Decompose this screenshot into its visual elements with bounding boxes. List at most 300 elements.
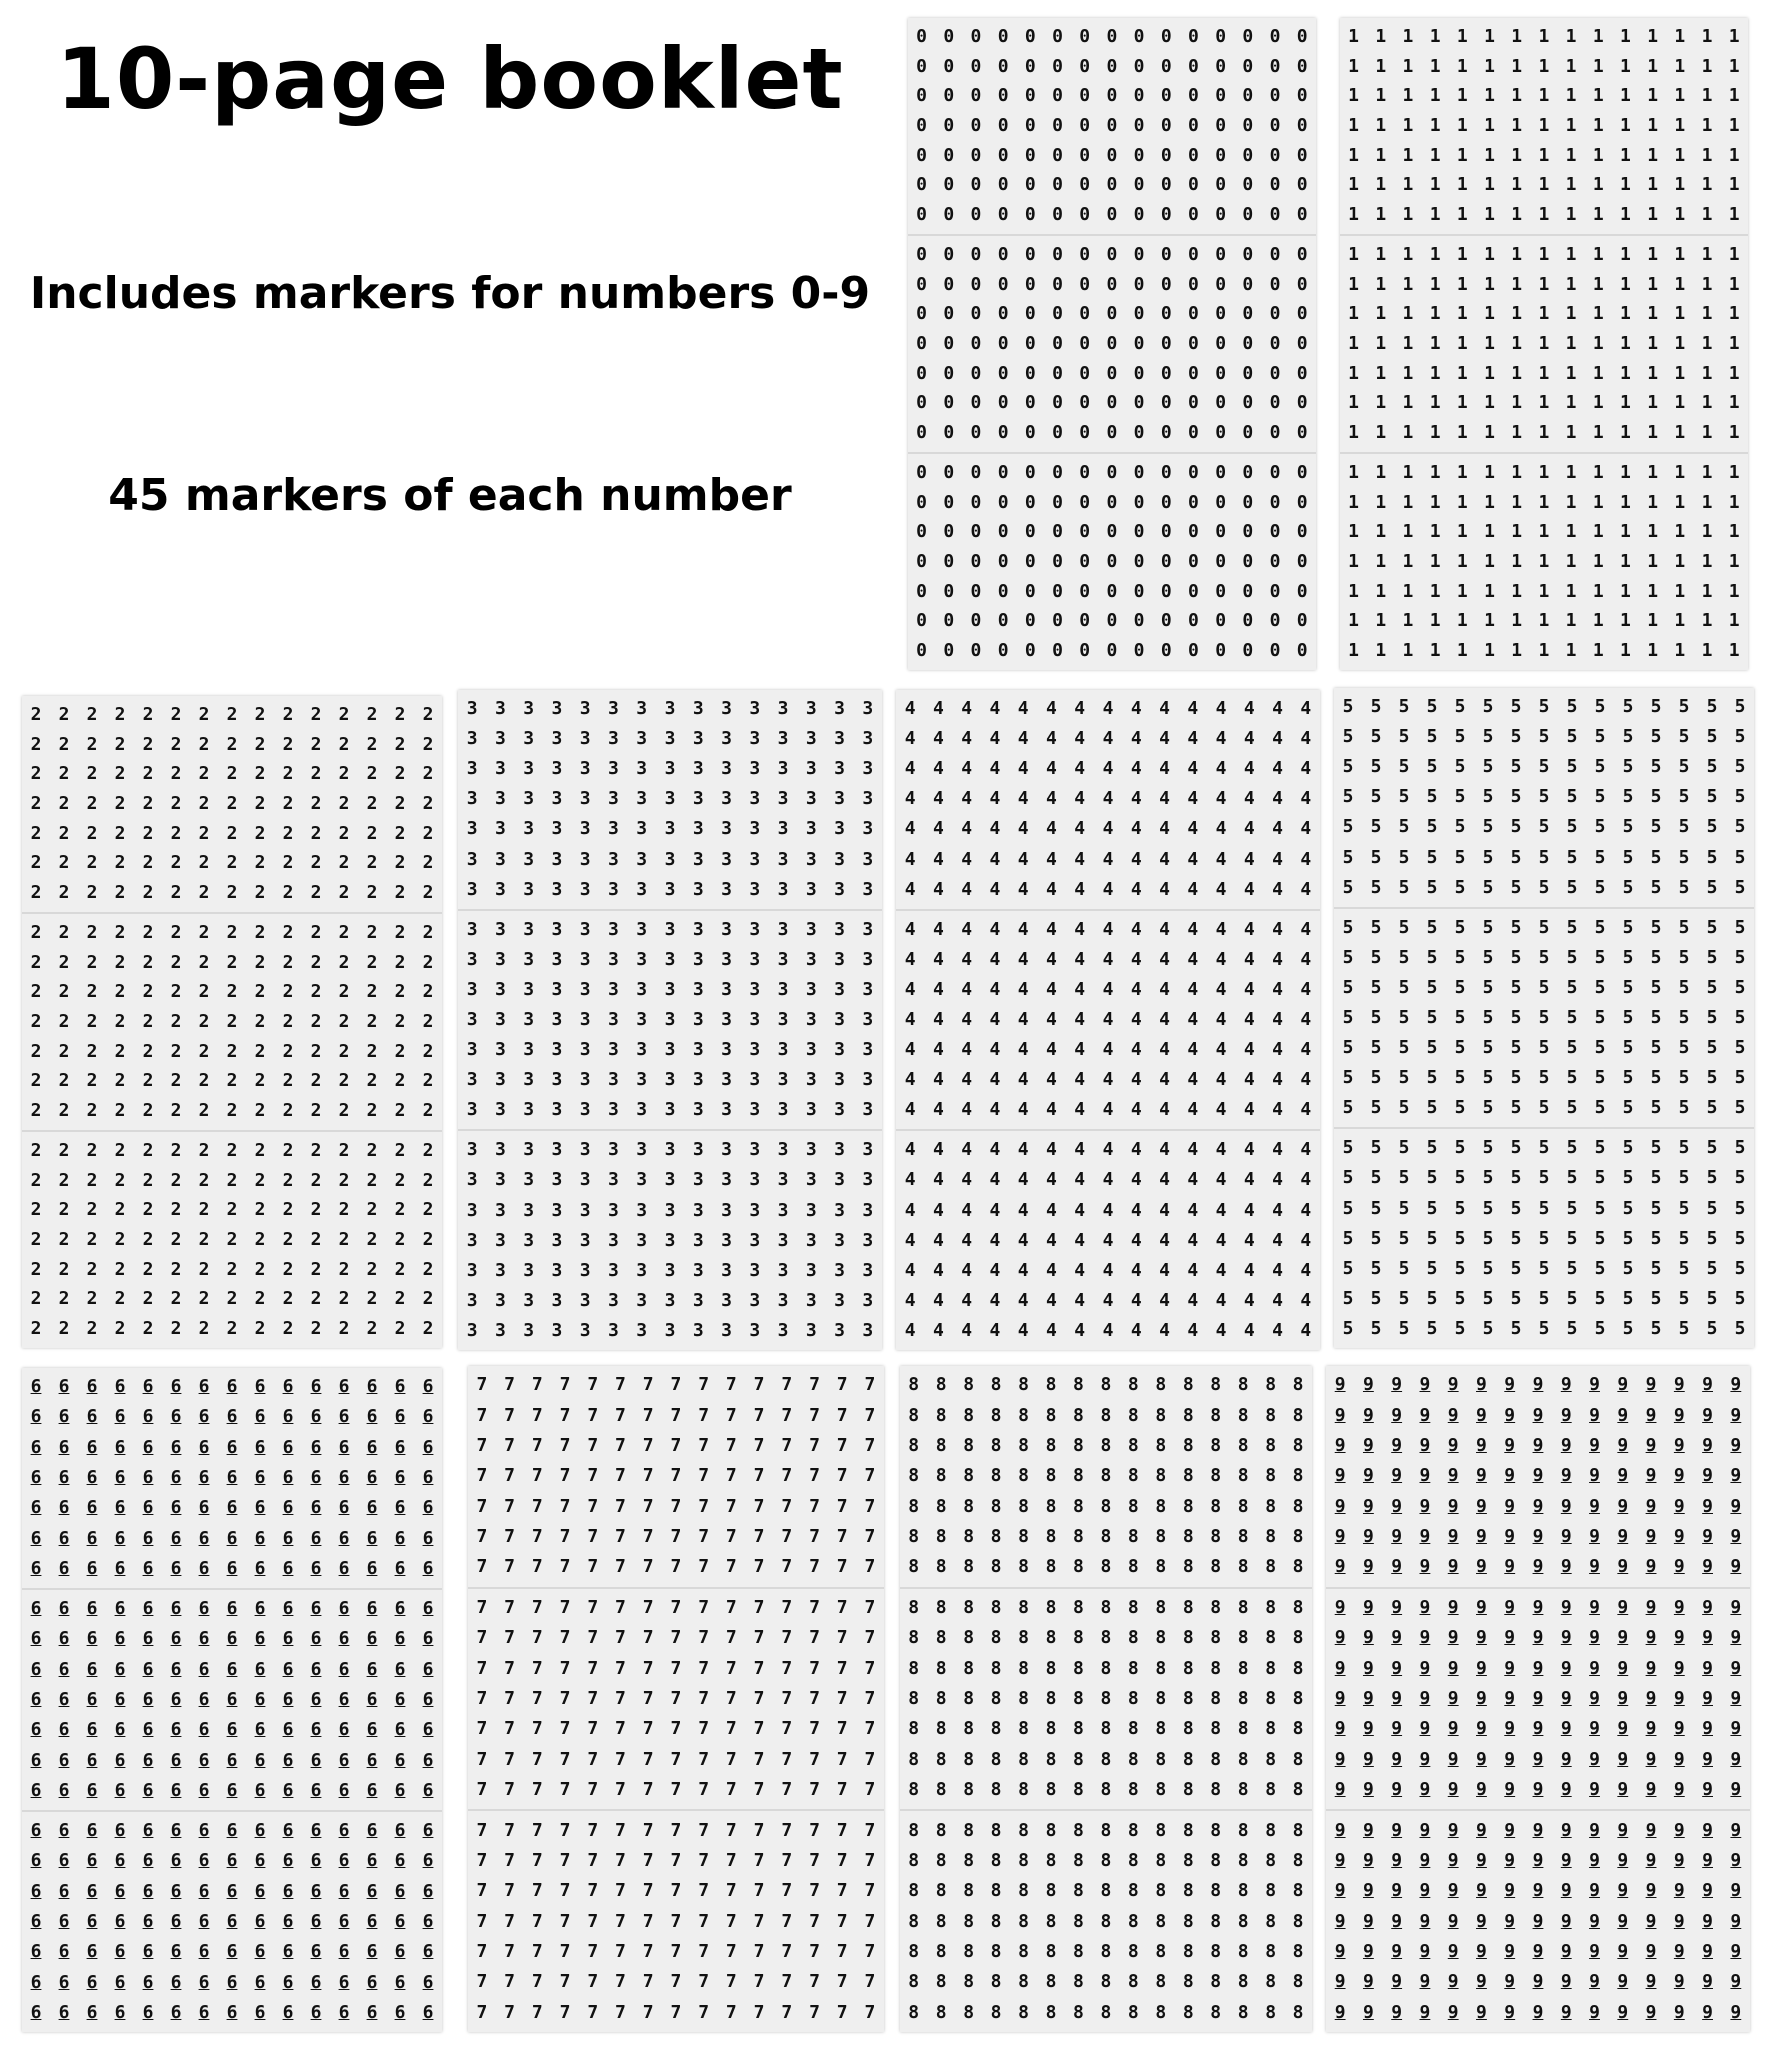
- marker-block: [22, 1590, 442, 1812]
- number-marker: 1: [1728, 580, 1740, 602]
- number-marker: 6: [394, 1598, 406, 1620]
- number-marker: 9: [1730, 1718, 1742, 1740]
- number-marker: 6: [226, 1376, 238, 1398]
- number-marker: 4: [904, 1259, 916, 1281]
- number-marker: 6: [394, 1466, 406, 1488]
- number-marker: 4: [1017, 948, 1029, 970]
- number-marker: 4: [932, 1229, 944, 1251]
- marker-row: [468, 1750, 884, 1770]
- number-marker: 9: [1362, 1556, 1374, 1578]
- number-marker: 0: [1079, 204, 1091, 226]
- number-marker: 6: [282, 1527, 294, 1549]
- number-marker: 3: [749, 1259, 761, 1281]
- number-marker: 5: [1538, 1007, 1550, 1028]
- number-marker: 7: [642, 1880, 654, 1902]
- number-marker: 7: [698, 1374, 710, 1396]
- number-marker: 3: [608, 1199, 619, 1221]
- number-marker: 3: [608, 728, 619, 750]
- number-marker: 8: [908, 1404, 920, 1426]
- number-marker: 4: [989, 1289, 1001, 1311]
- number-marker: 5: [1650, 916, 1662, 938]
- number-marker: 3: [664, 848, 676, 870]
- number-marker: 3: [721, 918, 732, 940]
- number-marker: 1: [1592, 640, 1604, 662]
- number-marker: 3: [805, 1039, 817, 1061]
- number-marker: 4: [1046, 1199, 1057, 1221]
- number-marker: 8: [990, 1596, 1002, 1618]
- number-marker: 7: [476, 1779, 488, 1801]
- number-marker: 2: [282, 703, 294, 725]
- number-marker: 6: [366, 1971, 378, 1993]
- number-marker: 7: [781, 1404, 793, 1426]
- number-marker: 6: [226, 1850, 238, 1872]
- marker-row: [458, 1100, 882, 1120]
- number-marker: 0: [1106, 273, 1118, 295]
- number-marker: 8: [935, 1526, 947, 1548]
- number-marker: 3: [494, 878, 506, 900]
- number-marker: 9: [1334, 1971, 1346, 1993]
- number-marker: 8: [1045, 1880, 1057, 1902]
- number-marker: 0: [997, 580, 1009, 602]
- number-marker: 6: [198, 1527, 210, 1549]
- number-marker: 9: [1362, 1819, 1374, 1841]
- number-marker: 3: [664, 1289, 676, 1311]
- number-marker: 9: [1447, 1596, 1459, 1618]
- number-marker: 4: [932, 1259, 944, 1281]
- number-marker: 4: [1046, 1229, 1057, 1251]
- number-marker: 9: [1391, 1779, 1403, 1801]
- number-marker: 8: [1210, 1657, 1222, 1679]
- number-marker: 8: [1265, 1971, 1277, 1993]
- number-marker: 4: [1130, 1139, 1142, 1161]
- number-marker: 3: [608, 698, 619, 720]
- marker-row: [22, 953, 442, 973]
- number-marker: 9: [1476, 1596, 1487, 1618]
- number-marker: 6: [254, 1971, 266, 1993]
- number-marker: 1: [1511, 461, 1523, 483]
- number-marker: 0: [916, 114, 928, 136]
- number-marker: 7: [725, 1627, 737, 1649]
- number-marker: 3: [834, 818, 845, 840]
- number-marker: 8: [1237, 1657, 1249, 1679]
- number-marker: 0: [1024, 491, 1036, 513]
- number-marker: 7: [781, 1819, 793, 1841]
- marker-row: [1334, 1038, 1754, 1058]
- number-marker: 2: [254, 951, 266, 973]
- number-marker: 3: [466, 1169, 478, 1191]
- number-marker: 0: [1079, 332, 1091, 354]
- number-marker: 3: [862, 1169, 874, 1191]
- number-marker: 2: [58, 921, 70, 943]
- number-marker: 5: [1538, 1037, 1550, 1059]
- number-marker: 8: [1155, 1404, 1167, 1426]
- number-marker: 5: [1426, 696, 1438, 718]
- number-marker: 8: [908, 1910, 920, 1932]
- number-marker: 3: [523, 818, 535, 840]
- number-marker: 0: [1024, 174, 1036, 196]
- marker-row: [1340, 393, 1748, 413]
- number-marker: 4: [1187, 1319, 1199, 1341]
- number-marker: 5: [1370, 696, 1382, 718]
- number-marker: 8: [1210, 1718, 1222, 1740]
- number-marker: 8: [1045, 1779, 1057, 1801]
- number-marker: 8: [1155, 1627, 1167, 1649]
- number-marker: 3: [523, 1099, 535, 1121]
- number-marker: 7: [504, 1495, 515, 1517]
- number-marker: 0: [943, 461, 955, 483]
- marker-row: [896, 1201, 1320, 1221]
- number-marker: 9: [1730, 1657, 1742, 1679]
- number-marker: 5: [1426, 1067, 1438, 1089]
- number-marker: 5: [1538, 946, 1550, 968]
- number-marker: 3: [494, 1069, 506, 1091]
- number-marker: 8: [1100, 1465, 1112, 1487]
- number-marker: 0: [1079, 114, 1091, 136]
- number-marker: 2: [422, 1318, 434, 1340]
- number-marker: 7: [531, 1849, 543, 1871]
- number-marker: 0: [1052, 85, 1063, 107]
- number-marker: 9: [1504, 2001, 1516, 2023]
- number-marker: 9: [1391, 1941, 1403, 1963]
- number-marker: 7: [531, 2001, 543, 2023]
- number-marker: 8: [1100, 2001, 1112, 2023]
- number-marker: 6: [170, 1971, 182, 1993]
- number-marker: 0: [970, 25, 982, 47]
- number-marker: 3: [692, 1069, 704, 1091]
- number-marker: 0: [1024, 461, 1036, 483]
- number-marker: 4: [1187, 948, 1199, 970]
- number-marker: 6: [366, 1406, 378, 1428]
- number-marker: 1: [1429, 55, 1441, 77]
- number-marker: 4: [932, 1009, 944, 1030]
- marker-row: [468, 1780, 884, 1800]
- number-marker: 2: [366, 882, 378, 904]
- number-marker: 5: [1342, 1037, 1354, 1059]
- number-marker: 0: [1188, 362, 1199, 384]
- number-marker: 4: [1017, 728, 1029, 750]
- number-marker: 1: [1375, 204, 1387, 226]
- number-marker: 4: [1046, 1099, 1057, 1121]
- number-marker: 7: [864, 1718, 876, 1740]
- number-marker: 5: [1482, 726, 1494, 748]
- number-marker: 8: [1018, 1718, 1029, 1740]
- number-marker: 6: [254, 1466, 266, 1488]
- number-marker: 8: [935, 1748, 947, 1770]
- number-marker: 8: [1265, 2001, 1277, 2023]
- number-marker: 0: [970, 521, 982, 543]
- marker-row: [458, 1040, 882, 1060]
- number-marker: 6: [58, 1557, 70, 1579]
- number-marker: 9: [1391, 1657, 1403, 1679]
- number-marker: 4: [1243, 1289, 1255, 1311]
- number-marker: 9: [1730, 1495, 1742, 1517]
- number-marker: 3: [579, 1259, 591, 1281]
- number-marker: 0: [1133, 55, 1145, 77]
- number-marker: 5: [1454, 1037, 1466, 1059]
- number-marker: 5: [1538, 1227, 1550, 1249]
- number-marker: 5: [1510, 876, 1522, 898]
- number-marker: 2: [254, 1318, 266, 1340]
- number-marker: 2: [226, 1070, 238, 1092]
- number-marker: 1: [1429, 114, 1441, 136]
- number-marker: 9: [1504, 1718, 1516, 1740]
- number-marker: 4: [1102, 1139, 1114, 1161]
- marker-row: [1326, 1719, 1750, 1739]
- number-marker: 6: [226, 1436, 238, 1458]
- number-marker: 1: [1484, 144, 1495, 166]
- number-marker: 9: [1617, 1748, 1629, 1770]
- number-marker: 0: [1269, 491, 1281, 513]
- marker-row: [900, 1780, 1312, 1800]
- number-marker: 1: [1565, 332, 1577, 354]
- number-marker: 4: [904, 1139, 916, 1161]
- number-marker: 3: [466, 848, 478, 870]
- number-marker: 2: [114, 733, 126, 755]
- number-marker: 0: [1106, 422, 1118, 444]
- number-marker: 7: [725, 1596, 737, 1618]
- number-marker: 1: [1429, 550, 1441, 572]
- marker-row: [1340, 205, 1748, 225]
- number-marker: 0: [970, 174, 982, 196]
- number-marker: 5: [1594, 1067, 1606, 1089]
- marker-row: [468, 2003, 884, 2023]
- number-marker: 3: [862, 788, 874, 810]
- number-marker: 7: [781, 1910, 793, 1932]
- number-marker: 9: [1447, 1627, 1459, 1649]
- number-marker: 0: [1296, 332, 1308, 354]
- number-marker: 1: [1429, 332, 1441, 354]
- number-marker: 1: [1620, 174, 1631, 196]
- number-marker: 3: [466, 728, 478, 750]
- number-marker: 4: [1102, 728, 1114, 750]
- number-marker: 8: [1073, 1910, 1084, 1932]
- number-marker: 8: [990, 2001, 1002, 2023]
- number-marker: 9: [1419, 2001, 1431, 2023]
- number-marker: 5: [1594, 1317, 1606, 1339]
- number-marker: 7: [531, 1819, 543, 1841]
- number-marker: 5: [1370, 786, 1382, 808]
- number-marker: 4: [1159, 878, 1170, 900]
- marker-row: [22, 1377, 442, 1397]
- number-marker: 3: [494, 788, 506, 810]
- number-marker: 0: [1160, 610, 1172, 632]
- number-marker: 9: [1560, 1596, 1572, 1618]
- number-marker: 7: [836, 1849, 848, 1871]
- number-marker: 6: [30, 1628, 42, 1650]
- number-marker: 9: [1645, 1779, 1657, 1801]
- number-marker: 7: [642, 1556, 654, 1578]
- number-marker: 9: [1504, 1849, 1516, 1871]
- number-marker: 4: [1017, 758, 1029, 780]
- marker-row: [900, 1659, 1312, 1679]
- number-marker: 1: [1701, 332, 1713, 354]
- number-marker: 2: [198, 981, 210, 1003]
- number-marker: 9: [1476, 1404, 1487, 1426]
- number-marker: 7: [698, 1748, 710, 1770]
- number-marker: 7: [725, 1748, 737, 1770]
- number-marker: 8: [1210, 1404, 1222, 1426]
- number-marker: 5: [1678, 1317, 1690, 1339]
- number-marker: 6: [86, 1557, 98, 1579]
- number-marker: 9: [1447, 1465, 1459, 1487]
- number-marker: 7: [670, 1657, 682, 1679]
- number-marker: 6: [422, 1557, 434, 1579]
- number-marker: 0: [1269, 521, 1281, 543]
- number-marker: 7: [559, 1779, 571, 1801]
- number-marker: 8: [1100, 1657, 1112, 1679]
- number-marker: 3: [805, 728, 817, 750]
- number-marker: 0: [1296, 204, 1308, 226]
- number-marker: 9: [1334, 1526, 1346, 1548]
- number-marker: 7: [670, 1627, 682, 1649]
- number-marker: 9: [1645, 1596, 1657, 1618]
- number-marker: 1: [1538, 174, 1550, 196]
- number-marker: 2: [422, 1139, 434, 1161]
- number-marker: 0: [1133, 640, 1145, 662]
- number-marker: 5: [1594, 1137, 1606, 1159]
- number-marker: 3: [523, 1289, 535, 1311]
- number-marker: 3: [777, 978, 789, 1000]
- marker-row: [22, 1690, 442, 1710]
- number-marker: 9: [1334, 1819, 1346, 1841]
- number-marker: 4: [1074, 1069, 1086, 1091]
- number-marker: 7: [531, 1556, 543, 1578]
- number-marker: 3: [551, 1069, 563, 1091]
- number-marker: 9: [1702, 1465, 1713, 1487]
- number-marker: 3: [749, 1099, 761, 1121]
- number-marker: 6: [30, 1466, 42, 1488]
- number-marker: 2: [58, 763, 70, 785]
- marker-row: [1340, 57, 1748, 77]
- number-marker: 7: [836, 1465, 848, 1487]
- number-marker: 0: [916, 392, 928, 414]
- number-marker: 1: [1592, 521, 1604, 543]
- number-marker: 0: [1052, 422, 1063, 444]
- marker-block: [908, 18, 1316, 236]
- number-marker: 1: [1538, 243, 1550, 265]
- number-marker: 2: [226, 733, 238, 755]
- number-marker: 0: [1106, 204, 1118, 226]
- number-marker: 2: [394, 882, 406, 904]
- number-marker: 8: [990, 1718, 1002, 1740]
- number-marker: 1: [1402, 362, 1414, 384]
- number-marker: 9: [1673, 1748, 1685, 1770]
- number-marker: 7: [504, 1465, 515, 1487]
- number-marker: 0: [1024, 610, 1036, 632]
- number-marker: 9: [1532, 1495, 1544, 1517]
- number-marker: 2: [114, 882, 126, 904]
- number-marker: 3: [466, 948, 478, 970]
- number-marker: 6: [282, 1598, 294, 1620]
- number-marker: 1: [1538, 25, 1550, 47]
- number-marker: 1: [1375, 580, 1387, 602]
- number-marker: 6: [198, 1688, 210, 1710]
- number-marker: 2: [338, 1169, 350, 1191]
- number-marker: 4: [1074, 1259, 1086, 1281]
- number-marker: 8: [935, 1657, 947, 1679]
- number-marker: 2: [58, 822, 70, 844]
- number-marker: 0: [916, 461, 928, 483]
- number-marker: 0: [943, 550, 955, 572]
- number-marker: 7: [559, 1596, 571, 1618]
- number-marker: 7: [559, 1910, 571, 1932]
- number-marker: 2: [30, 703, 42, 725]
- number-marker: 1: [1728, 640, 1740, 662]
- number-marker: 8: [1073, 1596, 1084, 1618]
- number-marker: 3: [466, 1139, 478, 1161]
- number-marker: 2: [394, 1010, 406, 1032]
- number-marker: 3: [551, 788, 563, 810]
- number-marker: 0: [943, 273, 955, 295]
- number-marker: 0: [997, 55, 1009, 77]
- number-marker: 4: [1046, 788, 1057, 810]
- number-marker: 1: [1647, 144, 1659, 166]
- number-marker: 8: [1292, 1880, 1304, 1902]
- number-marker: 1: [1592, 243, 1604, 265]
- number-marker: 4: [1046, 1139, 1057, 1161]
- marker-row: [908, 641, 1316, 661]
- number-marker: 5: [1482, 1137, 1494, 1159]
- number-marker: 7: [836, 1971, 848, 1993]
- number-marker: 4: [1074, 848, 1086, 870]
- number-marker: 9: [1532, 1627, 1544, 1649]
- number-marker: 1: [1484, 174, 1495, 196]
- number-marker: 7: [864, 1849, 876, 1871]
- marker-row: [468, 1628, 884, 1648]
- number-marker: 2: [282, 1070, 294, 1092]
- number-marker: 5: [1594, 816, 1606, 838]
- number-marker: 3: [749, 1199, 761, 1221]
- number-marker: 5: [1622, 1167, 1634, 1189]
- number-marker: 5: [1734, 1167, 1746, 1189]
- number-marker: 4: [961, 698, 973, 720]
- number-marker: 4: [989, 788, 1001, 810]
- marker-row: [1326, 1689, 1750, 1709]
- number-marker: 8: [935, 1465, 947, 1487]
- number-marker: 0: [1296, 550, 1308, 572]
- number-marker: 7: [781, 1718, 793, 1740]
- number-marker: 0: [1242, 461, 1254, 483]
- marker-row: [468, 1912, 884, 1932]
- number-marker: 8: [990, 1819, 1002, 1841]
- number-marker: 4: [961, 1069, 973, 1091]
- number-marker: 1: [1402, 204, 1414, 226]
- number-marker: 6: [226, 1779, 238, 1801]
- number-marker: 2: [86, 1199, 98, 1221]
- number-marker: 7: [615, 1374, 626, 1396]
- number-marker: 4: [1272, 1139, 1283, 1161]
- number-marker: 2: [282, 1199, 294, 1221]
- number-marker: 0: [1296, 25, 1308, 47]
- number-marker: 2: [254, 792, 266, 814]
- number-marker: 9: [1532, 2001, 1544, 2023]
- number-marker: 7: [476, 1495, 488, 1517]
- number-marker: 3: [466, 1069, 478, 1091]
- number-marker: 5: [1454, 816, 1466, 838]
- number-marker: 9: [1673, 1779, 1685, 1801]
- number-marker: 4: [1300, 978, 1312, 1000]
- number-marker: 0: [1106, 144, 1118, 166]
- number-marker: 8: [963, 1596, 975, 1618]
- number-marker: 4: [1215, 878, 1227, 900]
- marker-row: [468, 1527, 884, 1547]
- number-marker: 5: [1370, 756, 1382, 778]
- number-marker: 2: [170, 703, 182, 725]
- number-marker: 6: [422, 1779, 434, 1801]
- number-marker: 8: [1100, 1748, 1112, 1770]
- number-marker: 3: [805, 1099, 817, 1121]
- number-marker: 8: [1210, 1941, 1222, 1963]
